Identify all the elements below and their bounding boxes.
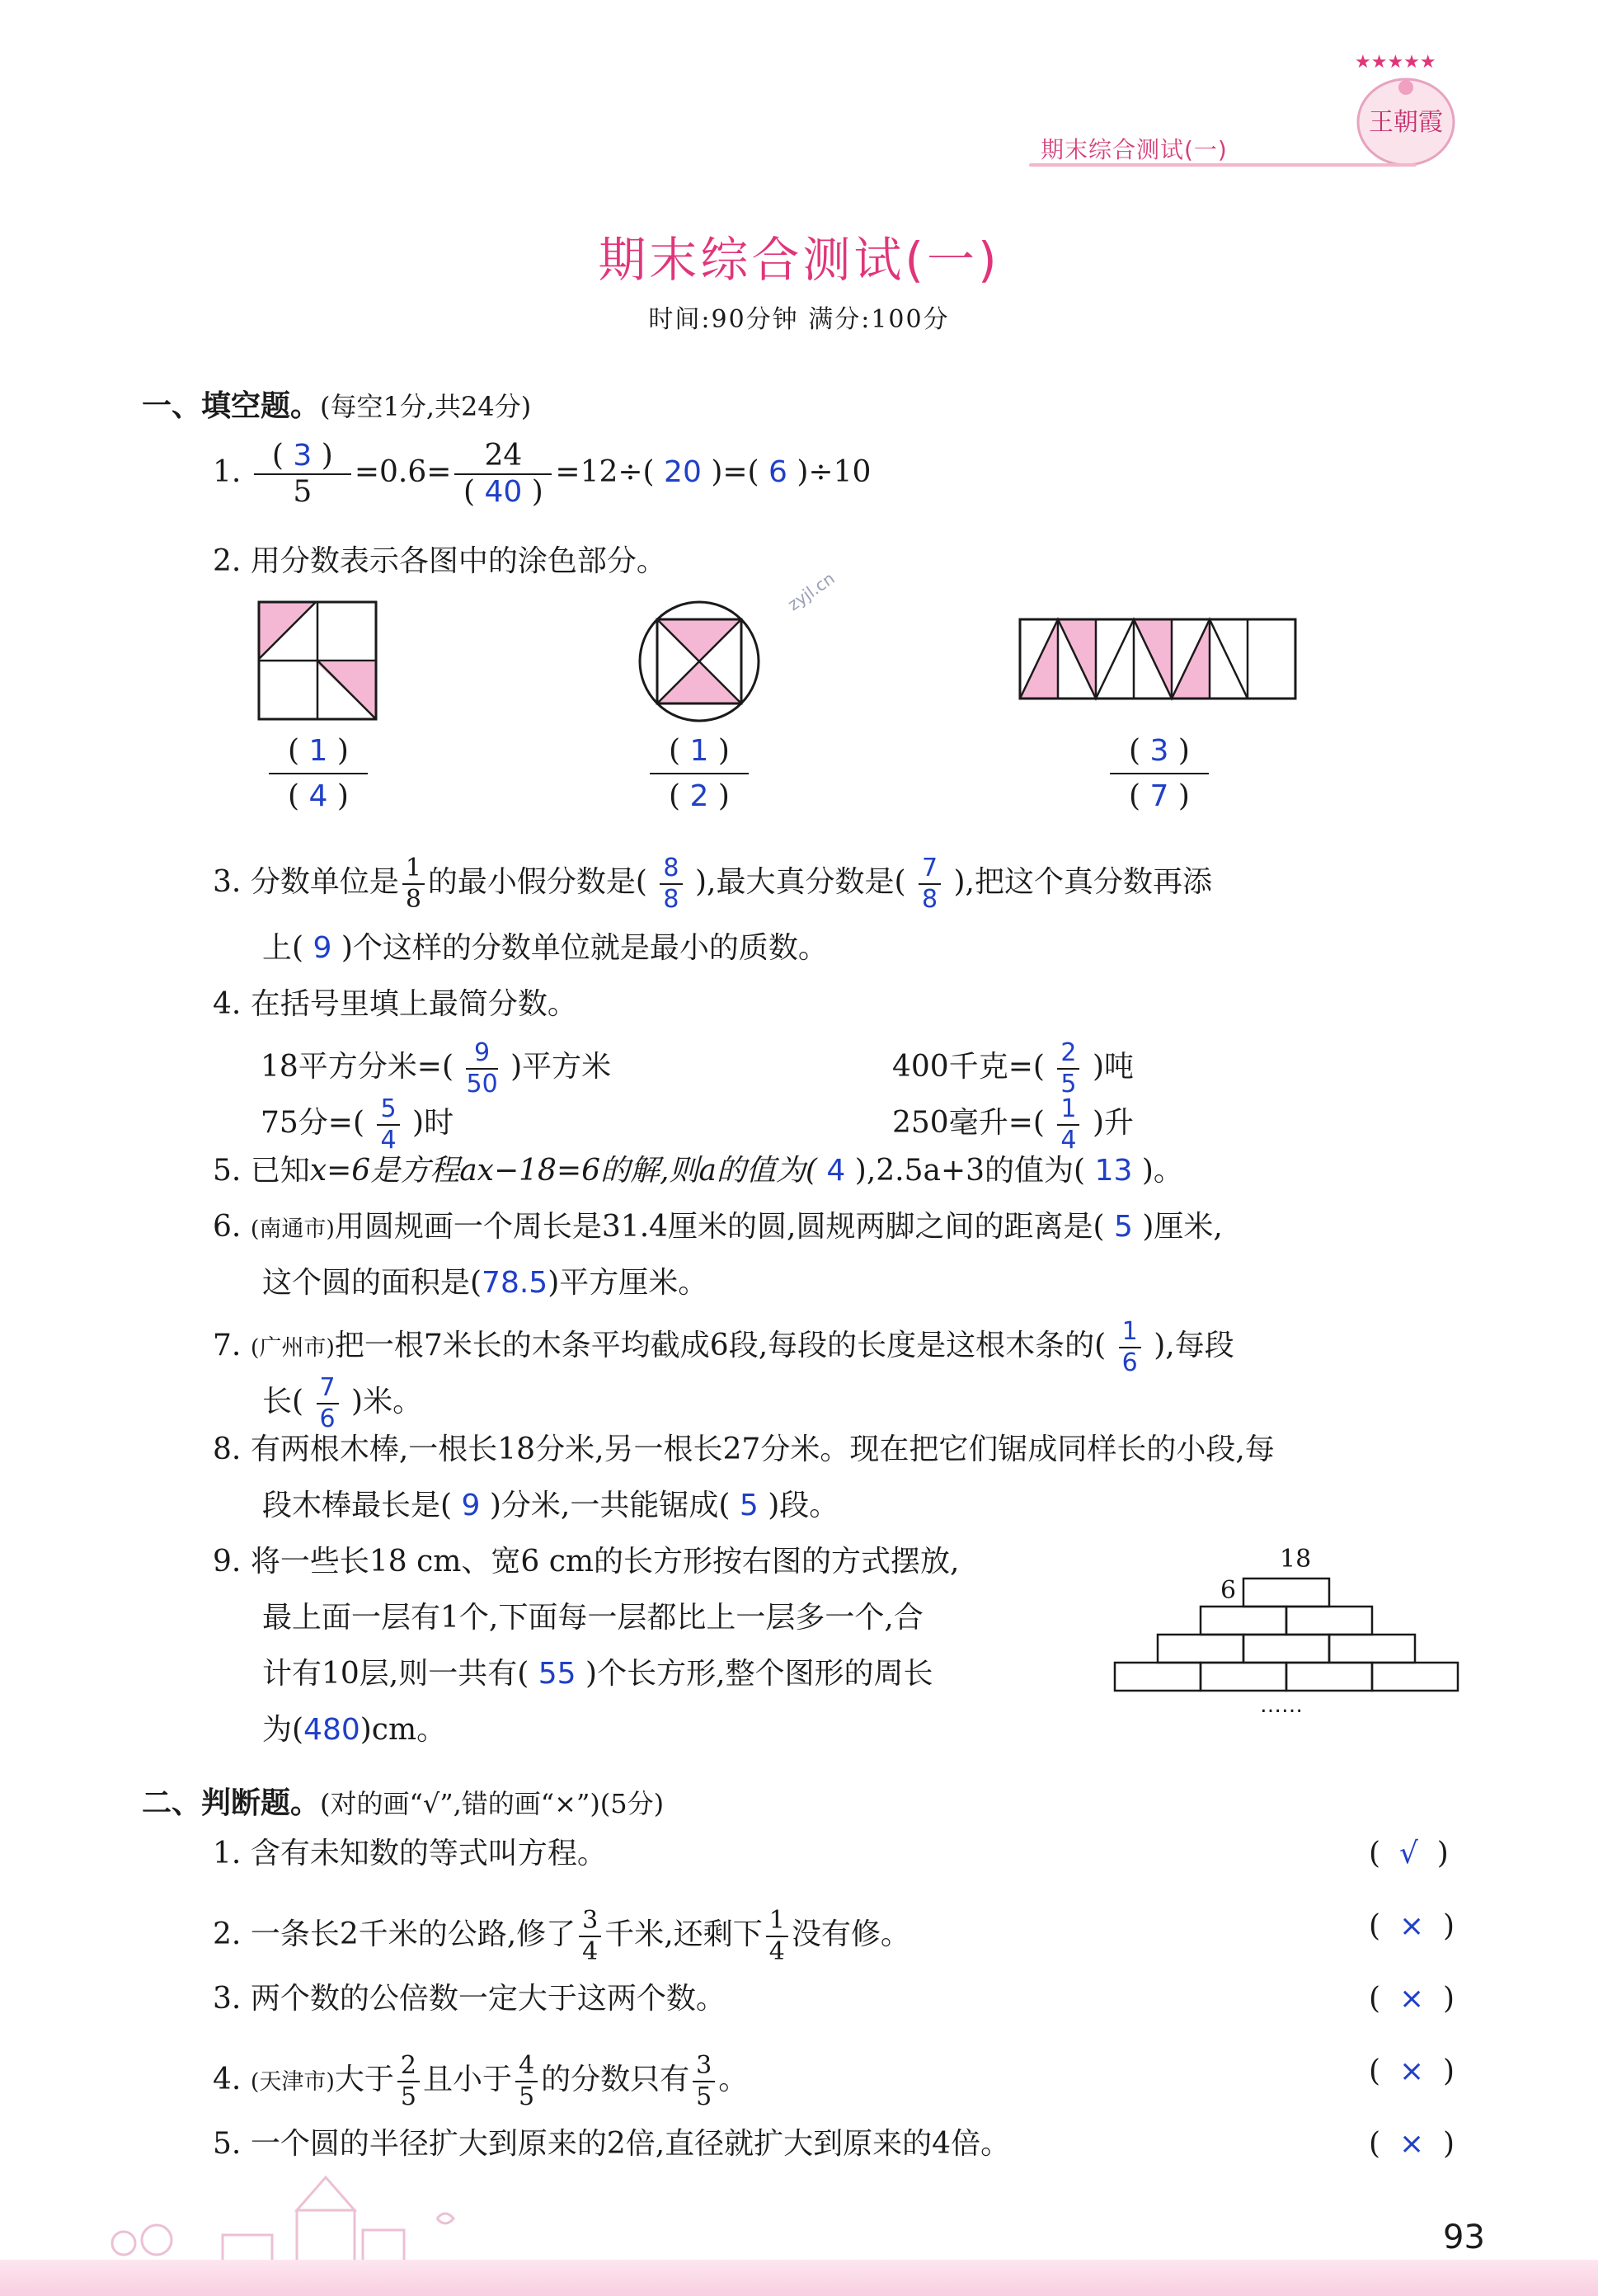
svg-text:……: ……: [1260, 1693, 1303, 1715]
q9-line1: 9. 将一些长18 cm、宽6 cm的长方形按右图的方式摆放,: [213, 1545, 960, 1578]
logo-emblem-icon: [1348, 48, 1464, 172]
footer-band: [0, 2260, 1598, 2296]
page-number: 93: [1443, 2218, 1485, 2256]
judge-answer-2: ( × ): [1369, 1909, 1455, 1943]
q8-line1: 8. 有两根木棒,一根长18分米,另一根长27分米。现在把它们锯成同样长的小段,每: [213, 1433, 1275, 1466]
q2-answer-2: ( 1 ) ( 2 ): [650, 734, 749, 813]
judge-answer-5: ( × ): [1369, 2127, 1455, 2161]
q6-line2: 这个圆的面积是(78.5)平方厘米。: [262, 1266, 708, 1300]
q3-line2: 上( 9 )个这样的分数单位就是最小的质数。: [262, 931, 828, 965]
q6-line1: 6. (南通市)用圆规画一个周长是31.4厘米的圆,圆规两脚之间的距离是( 5 )厘米,: [213, 1210, 1223, 1244]
q9-line2: 最上面一层有1个,下面每一层都比上一层多一个,合: [262, 1601, 924, 1635]
q1-frac1: $\frac{( 3 )}{5}$: [254, 441, 351, 507]
figure-circle-half: [635, 597, 764, 726]
q4-d: 250毫升=( $\frac{1}{4}$ )升: [892, 1094, 1134, 1155]
judge-item-4: 4. (天津市)大于 $\frac{2}{5}$ 且小于 $\frac{4}{5}$ 的分数只有 $\frac{3}{5}$ 。: [213, 2051, 749, 2111]
q4-b: 400千克=( $\frac{2}{5}$ )吨: [892, 1038, 1134, 1099]
publisher-logo: [1348, 48, 1464, 172]
q3-line1: 3. 分数单位是 $\frac{1}{8}$ 的最小假分数是( $\frac{8}{8}$ ),最大真分数是( $\frac{7}{8}$ ),把这个真分数再添: [213, 854, 1213, 914]
svg-text:6: 6: [1220, 1576, 1237, 1605]
section1-heading: 一、填空题。(每空1分,共24分): [142, 389, 532, 423]
q7-line2: 长( $\frac{7}{6}$ )米。: [262, 1373, 423, 1433]
judge-answer-4: ( × ): [1369, 2054, 1455, 2088]
figure-rectangle-triangles: [1018, 617, 1298, 701]
q4-a: 18平方分米=( $\frac{9}{50}$ )平方米: [261, 1038, 612, 1099]
judge-item-3: 3. 两个数的公倍数一定大于这两个数。: [213, 1982, 726, 2016]
footer-castle-illustration-icon: [91, 2161, 470, 2268]
svg-text:★★★★★: ★★★★★: [1355, 52, 1436, 73]
judge-item-2: 2. 一条长2千米的公路,修了 $\frac{3}{4}$ 千米,还剩下 $\frac{1}{4}$ 没有修。: [213, 1906, 910, 1966]
header-divider: [1029, 163, 1417, 167]
judge-answer-1: ( √ ): [1369, 1837, 1449, 1870]
page-title: 期末综合测试(一): [598, 232, 1000, 288]
judge-item-1: 1. 含有未知数的等式叫方程。: [213, 1837, 607, 1870]
q8-line2: 段木棒最长是( 9 )分米,一共能锯成( 5 )段。: [262, 1489, 839, 1522]
logo-text: 王朝霞: [1369, 108, 1443, 137]
header-tag: 期末综合测试(一): [1041, 136, 1228, 163]
q4: 4. 在括号里填上最简分数。: [213, 987, 577, 1021]
watermark: zyjl.cn: [783, 567, 839, 615]
svg-text:18: 18: [1280, 1545, 1312, 1574]
figure-square-quarter: [256, 599, 379, 722]
section2-heading: 二、判断题。(对的画“√”,错的画“×”)(5分): [142, 1786, 665, 1820]
q2: 2. 用分数表示各图中的涂色部分。: [213, 544, 666, 578]
q5: 5. 已知x=6是方程ax−18=6的解,则a的值为( 4 ),2.5a+3的值为( 13 )。: [213, 1154, 1183, 1188]
q4-c: 75分=( $\frac{5}{4}$ )时: [261, 1094, 454, 1155]
q1-frac2: $\frac{24}{( 40 )}$: [454, 441, 552, 507]
q9-line3: 计有10层,则一共有( 55 )个长方形,整个图形的周长: [262, 1657, 933, 1691]
q2-answer-1: ( 1 ) ( 4 ): [269, 734, 368, 813]
q1: 1. $\frac{( 3 )}{5}$ =0.6= $\frac{24}{( 40 )}$ =12÷( 20 )=( 6 )÷10: [213, 439, 872, 509]
q9-stacked-rectangles-figure: [1105, 1542, 1468, 1715]
q2-answer-3: ( 3 ) ( 7 ): [1110, 734, 1209, 813]
judge-answer-3: ( × ): [1369, 1982, 1455, 2016]
q7-line1: 7. (广州市)把一根7米长的木条平均截成6段,每段的长度是这根木条的( $\frac{1}{6}$ ),每段: [213, 1317, 1234, 1377]
q9-line4: 为(480)cm。: [262, 1713, 447, 1747]
page-subtitle: 时间:90分钟 满分:100分: [648, 305, 950, 334]
judge-item-5: 5. 一个圆的半径扩大到原来的2倍,直径就扩大到原来的4倍。: [213, 2127, 1011, 2161]
